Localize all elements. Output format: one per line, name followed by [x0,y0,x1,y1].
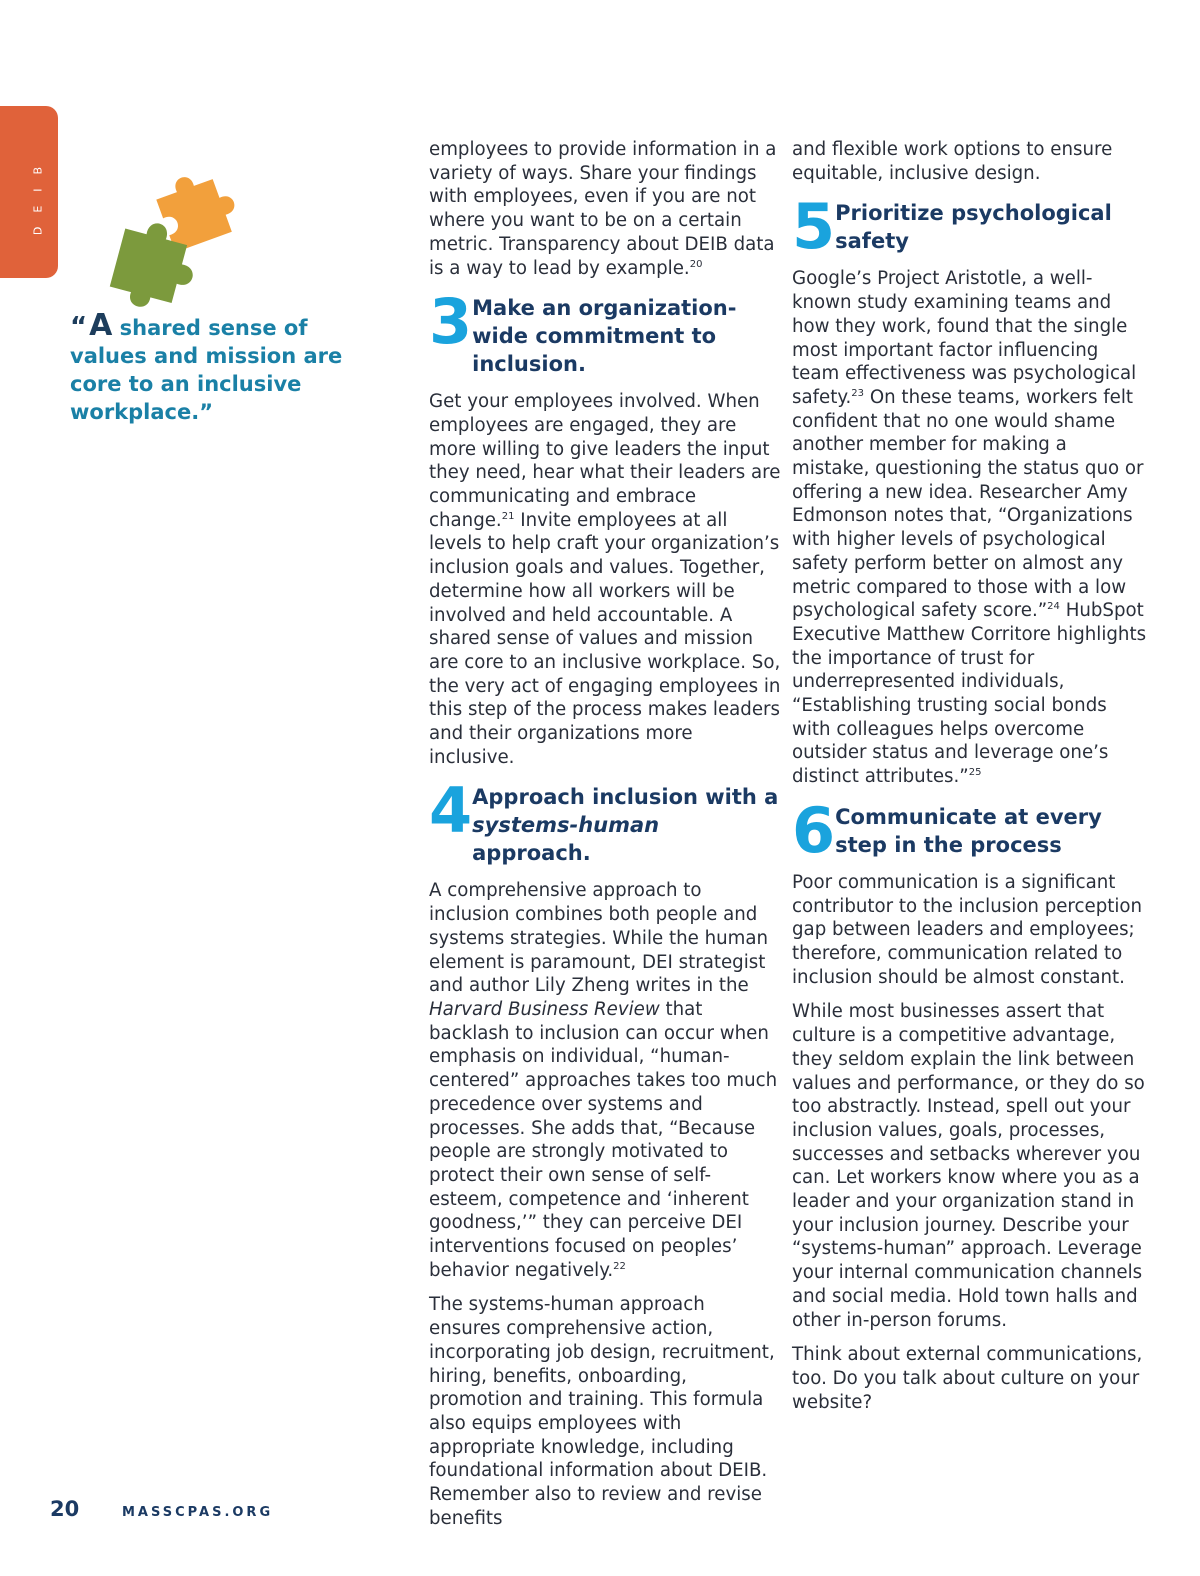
paragraph: Google’s Project Aristotle, a well-known study examining teams and how they work, found that the single most important factor influencing team effectiveness was psychological safety.$^{23}$ On these teams, workers felt confident that no one would shame another member for making a mistake, questioning the status quo or offering a new idea. Researcher Amy Edmonson notes that, “Organizations with higher levels of psychological safety perform better on almost any metric compared to those with a low psychological safety score.”$^{24}$ HubSpot Executive Matthew Corritore highlights the importance of trust for underrepresented individuals, “Establishing trusting social bonds with colleagues helps overcome outsider status and leverage one’s distinct attributes.”$^{25}$ [792,268,1147,788]
section-number: 4 [429,774,471,848]
paragraph: Get your employees involved. When employees are engaged, they are more willing to give leaders the input they need, hear what their leaders are communicating and embrace change.$^{21}$ Invite employees at all levels to help craft your organization’s inclusion goals and values. Together, determine how all workers will be involved and held accountable. A shared sense of values and mission are core to an inclusive workplace. So, the very act of engaging employees in this step of the process makes leaders and their organizations more inclusive. [429,391,781,768]
paragraph: Think about external communications, too. Do you talk about culture on your website? [792,1344,1143,1413]
section-6-heading [792,793,1148,867]
puzzle-pieces-icon [92,168,272,308]
quote-text: shared sense of values and mission are core to an inclusive workplace.” [70,316,343,424]
quote-mark: “ [70,312,88,342]
page-number: 20 [50,1497,80,1521]
section-number: 5 [792,190,834,264]
section-5-heading [792,190,1148,264]
paragraph: Poor communication is a significant contributor to the inclusion perception gap between leaders and employees; therefore, communication related to inclusion should be almost constant. [792,871,1143,988]
paragraph: While most businesses assert that culture is a competitive advantage, they seldom explain the link between values and performance, or they do so too abstractly. Instead, spell out your inclusion values, goals, processes, successes and setbacks wherever you can. Let workers know where you as a leader and your organization stand in your inclusion journey. Describe your “systems-human” approach. Leverage your internal communication channels and social media. Hold town halls and other in-person forums. [792,1001,1145,1331]
section-title: Communicate at every step in the process [835,804,1102,857]
section-tab [0,106,58,278]
section-number: 6 [792,793,834,867]
paragraph: A comprehensive approach to inclusion combines both people and systems strategies. While the human element is paramount, DEI strategist and author Lily Zheng writes in the Harvard Business Review that backlash to inclusion can occur when emphasis on individual, “human-centered” approaches takes too much precedence over systems and processes. She adds that, “Because people are strongly motivated to protect their own sense of self-esteem, competence and ‘inherent goodness,’” they can perceive DEI interventions focused on peoples’ behavior negatively.$^{22}$ [429,880,778,1281]
section-3-heading [429,285,781,378]
section-4-heading [429,774,781,867]
column-middle [429,138,781,1541]
section-title: Prioritize psychological safety [835,201,1112,254]
section-title: Make an organization-wide commitment to inclusion. [472,296,737,377]
site-url: MASSCPAS.ORG [122,1505,274,1520]
paragraph: The systems-human approach ensures comprehensive action, incorporating job design, recruitment, hiring, benefits, onboarding, promotion and training. This formula also equips employees with appropriate knowledge, including foundational information about DEIB. Remember also to review and revise benefits [429,1294,775,1529]
section-title: Approach inclusion with a systems-human approach. [472,785,779,866]
section-number: 3 [429,285,471,359]
quote-drop-letter: A [89,308,113,343]
paragraph: and flexible work options to ensure equitable, inclusive design. [792,139,1113,184]
pull-quote [70,308,370,426]
paragraph: employees to provide information in a variety of ways. Share your findings with employees, even if you are not where you want to be on a certain metric. Transparency about DEIB data is a way to lead by example.$^{20}$ [429,139,777,279]
column-right [792,138,1148,1425]
section-tab-label: DEIB [31,152,45,236]
